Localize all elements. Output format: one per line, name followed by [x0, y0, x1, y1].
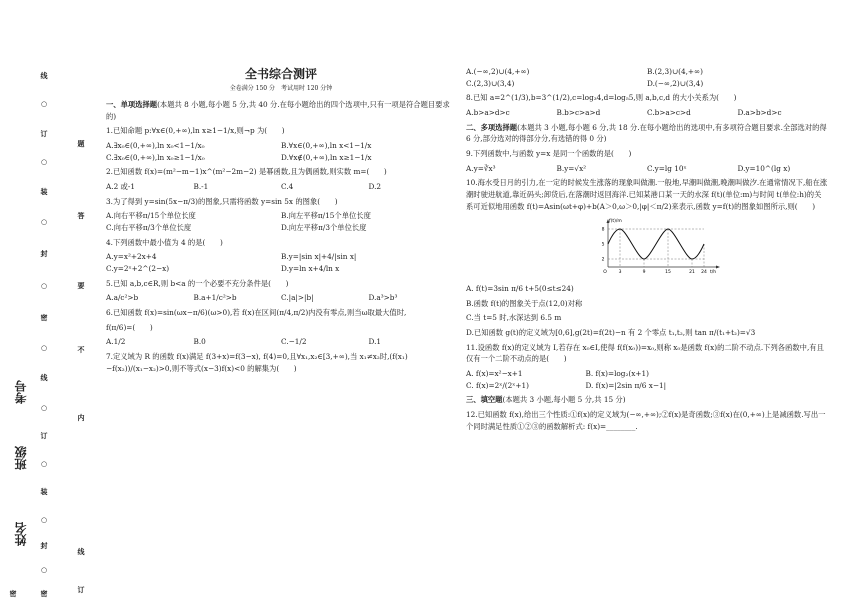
- binding-margin: [0, 0, 100, 608]
- binding-inner-char: 答: [77, 211, 85, 220]
- question-1-options: [106, 140, 456, 163]
- option-c: C. f(x)=2ˣ/(2ˣ+1): [466, 380, 529, 390]
- question-1: 1.已知命题 p:∀x∈(0,+∞),ln x≥1−1/x,则¬p 为( ): [106, 126, 285, 136]
- binding-char: 线: [40, 71, 48, 80]
- question-5-options: [106, 292, 456, 304]
- binding-circle: ○: [40, 516, 48, 524]
- x-axis-arrow-icon: [716, 266, 720, 269]
- exam-number-label: 考号: [14, 380, 28, 404]
- section-2-header: [466, 122, 828, 145]
- binding-inner-char: 内: [77, 413, 85, 422]
- question-11-options: [466, 368, 828, 391]
- question-3-options: [106, 210, 456, 233]
- option-b: B. f(x)=log₂(x+1): [585, 369, 649, 379]
- question-4: 4.下列函数中最小值为 4 的是( ): [106, 237, 223, 247]
- binding-circle: ○: [40, 100, 48, 108]
- section-description: (本题共 3 小题,每小题 6 分,共 18 分.在每小题给出的选项中,有多项符合题目要求.全部选对的得 6 分,部分选对的得部分分,有选错的得 0 分): [466, 122, 827, 144]
- question-9: 9.下列函数中,与函数 y=x 是同一个函数的是( ): [466, 149, 632, 159]
- option-d: D.2: [368, 182, 382, 192]
- section-3-header: [466, 394, 828, 406]
- binding-circle: ○: [40, 404, 48, 412]
- left-column: [106, 66, 456, 377]
- y-tick-label: 5: [601, 242, 605, 248]
- option-d: D.a>b>d>c: [737, 108, 782, 118]
- binding-char: 密: [40, 589, 48, 598]
- binding-char: 线: [40, 373, 48, 382]
- exam-title: 全书综合测评: [244, 67, 317, 81]
- section-heading: 二、多项选择题: [466, 122, 518, 132]
- option-d: D.y=ln x+4/ln x: [281, 264, 340, 274]
- x-axis-label: t/h: [710, 270, 717, 276]
- right-column: [466, 66, 828, 435]
- question-10-option-c: C.当 t=5 时,水深达到 6.5 m: [466, 313, 562, 323]
- section-heading: 一、单项选择题: [106, 100, 158, 109]
- class-label: 班级: [14, 446, 28, 470]
- binding-circle: ○: [40, 344, 48, 352]
- option-a: A.b>a>d>c: [466, 108, 510, 118]
- binding-char: 封: [40, 541, 48, 550]
- option-a: A.∃x₀∈(0,+∞),ln x₀<1−1/x₀: [106, 141, 205, 151]
- option-d: D. f(x)=|2sin π/6 x−1|: [585, 380, 667, 390]
- section-description: (本题共 8 小题,每小题 5 分,共 40 分.在每小题给出的四个选项中,只有一项是符合题目要求的): [106, 100, 450, 121]
- option-d: D.1: [368, 337, 382, 347]
- option-d: D.(−∞,2)∪(3,4): [647, 78, 704, 88]
- option-b: B.-1: [193, 182, 209, 192]
- y-axis-label: f(t)/m: [609, 219, 622, 225]
- question-10-option-b: B.函数 f(t)的图象关于点(12,0)对称: [466, 298, 583, 308]
- option-b: B.0: [193, 337, 206, 347]
- option-c: C.|a|>|b|: [281, 293, 314, 303]
- question-7-options: [466, 66, 828, 89]
- binding-circle: ○: [40, 158, 48, 166]
- option-d: D.向左平移π/3个单位长度: [281, 223, 367, 233]
- x-tick-label: 15: [665, 270, 671, 276]
- option-b: B.a+1/c²>b: [193, 293, 237, 303]
- option-c: C.∃x₀∈(0,+∞),ln x₀≥1−1/x₀: [106, 152, 205, 162]
- option-b: B.向左平移π/15个单位长度: [281, 211, 371, 221]
- option-a: A.y=∛x³: [466, 163, 496, 173]
- option-c: C.−1/2: [281, 337, 307, 347]
- question-9-options: [466, 163, 828, 175]
- section-1-header: [106, 99, 456, 122]
- option-b: B.∀x∈(0,+∞),ln x<1−1/x: [281, 141, 372, 151]
- binding-inner-char: 线: [77, 547, 85, 556]
- origin-label: O: [603, 270, 607, 276]
- x-tick-label: 21: [689, 270, 695, 276]
- option-b: B.y=|sin x|+4/|sin x|: [281, 252, 357, 262]
- tide-graph: [594, 217, 724, 277]
- question-6-options: [106, 336, 456, 348]
- question-5: 5.已知 a,b,c∈R,则 b<a 的一个必要不充分条件是( ): [106, 278, 289, 288]
- binding-inner-char: 题: [77, 139, 85, 148]
- option-a: A.y=x²+2x+4: [106, 252, 157, 262]
- x-tick-label: 24: [701, 270, 707, 276]
- option-b: B.(2,3)∪(4,+∞): [647, 67, 703, 76]
- option-c: C.b>a>c>d: [647, 108, 691, 118]
- binding-char: 订: [40, 129, 48, 138]
- question-10-option-a: A. f(t)=3sin π/6 t+5(0≤t≤24): [466, 284, 574, 294]
- option-a: A.a/c²>b: [106, 293, 139, 303]
- option-a: A. f(x)=x²−x+1: [466, 369, 523, 379]
- option-d: D.a³>b³: [368, 293, 398, 303]
- binding-char: 订: [40, 431, 48, 440]
- y-tick-label: 8: [601, 227, 605, 233]
- question-8: 8.已知 a=2^(1/3),b=3^(1/2),c=log₃4,d=log₅5,则 a,b,c,d 的大小关系为( ): [466, 93, 737, 103]
- binding-char: 密: [40, 313, 48, 322]
- binding-char: 装: [40, 187, 48, 196]
- binding-circle: ○: [40, 460, 48, 468]
- y-tick-label: 2: [601, 257, 605, 263]
- x-tick-label: 3: [618, 270, 622, 276]
- question-10: 10.海水受日月的引力,在一定的时候发生涨落的现象叫做潮.一般地,早潮叫做潮,晚潮叫做汐.在通常情况下,船在涨潮时驶进航道,靠近码头;卸货后,在落潮时返回海洋.已知某港口某一天的水深 f(t)(单位:m)与时间 t(单位:h)的关系可近似地用函数 f(t)=Asin(ωt+φ)+b(A＞0,ω＞0,|φ|＜π/2)来表示,函数 y=f(t)的图象如图所示,则( ): [466, 178, 828, 211]
- x-tick-label: 9: [642, 270, 646, 276]
- question-3: 3.为了得到 y=sin(5x−π/3)的图象,只需将函数 y=sin 5x 的图象( ): [106, 196, 338, 206]
- binding-circle: ○: [40, 566, 48, 574]
- binding-char: 封: [40, 249, 48, 258]
- option-a: A.1/2: [106, 337, 126, 347]
- question-12: 12.已知函数 f(x),给出三个性质:①f(x)的定义域为(−∞,+∞);②f(x)是奇函数;③f(x)在(0,+∞)上是减函数.写出一个同时满足性质①②③的函数解析式: f(x)=________.: [466, 410, 826, 431]
- option-c: C.(2,3)∪(3,4): [466, 78, 515, 88]
- binding-circle: ○: [40, 218, 48, 226]
- option-b: B.b>c>a>d: [556, 108, 601, 118]
- binding-char: 装: [40, 487, 48, 496]
- question-2-options: [106, 181, 456, 193]
- option-c: C.向右平移π/3个单位长度: [106, 223, 192, 233]
- option-c: C.y=lg 10ˣ: [647, 163, 687, 173]
- binding-inner-char: 订: [77, 585, 85, 594]
- option-a: A.(−∞,2)∪(4,+∞): [466, 67, 530, 76]
- question-7: 7.定义域为 R 的函数 f(x)满足 f(3+x)=f(3−x), f(4)=0,且∀x₁,x₂∈[3,+∞),当 x₁≠x₂时,(f(x₁)−f(x₂))/(x₁−x₂)>0,则不等式(x−3)f(x)<0 的解集为( ): [106, 352, 408, 373]
- name-label: 姓名: [14, 522, 28, 546]
- option-c: C.y=2ˣ+2^(2−x): [106, 264, 170, 274]
- question-11: 11.设函数 f(x)的定义域为 I,若存在 x₀∈I,使得 f(f(x₀))=x₀,则称 x₀是函数 f(x)的二阶不动点.下列各函数中,有且仅有一个二阶不动点的是( ): [466, 342, 824, 364]
- option-a: A.2 或-1: [106, 182, 135, 192]
- section-description: (本题共 3 小题,每小题 5 分,共 15 分): [502, 395, 626, 405]
- tide-curve: [608, 229, 704, 259]
- binding-inner-char: 不: [77, 345, 85, 354]
- option-d: D.y=10^(lg x): [737, 163, 791, 173]
- option-d: D.∀x∉(0,+∞),ln x≥1−1/x: [281, 152, 372, 162]
- binding-inner-char: 密: [9, 589, 17, 598]
- binding-circle: ○: [40, 282, 48, 290]
- option-c: C.4: [281, 182, 294, 192]
- option-a: A.向右平移π/15个单位长度: [106, 211, 196, 221]
- question-2: 2.已知函数 f(x)=(m²−m−1)x^(m²−2m−2) 是幂函数,且为偶函数,则实数 m=( ): [106, 167, 387, 177]
- binding-inner-char: 要: [77, 281, 85, 290]
- exam-subtitle: 全卷满分 150 分 考试用时 120 分钟: [229, 85, 333, 92]
- question-10-option-d: D.已知函数 g(t)的定义域为[0,6],g(2t)=f(2t)−n 有 2 个零点 t₁,t₂,则 tan π/(t₁+t₂)=√3: [466, 328, 756, 338]
- option-b: B.y=√x²: [556, 163, 587, 173]
- question-6-tail: f(π/6)=( ): [106, 322, 153, 332]
- question-6: 6.已知函数 f(x)=sin(ωx−π/6)(ω>0),若 f(x)在区间(π/4,π/2)内没有零点,则当ω取最大值时,: [106, 308, 407, 318]
- question-8-options: [466, 107, 828, 119]
- question-4-options: [106, 251, 456, 274]
- section-heading: 三、填空题: [466, 395, 503, 405]
